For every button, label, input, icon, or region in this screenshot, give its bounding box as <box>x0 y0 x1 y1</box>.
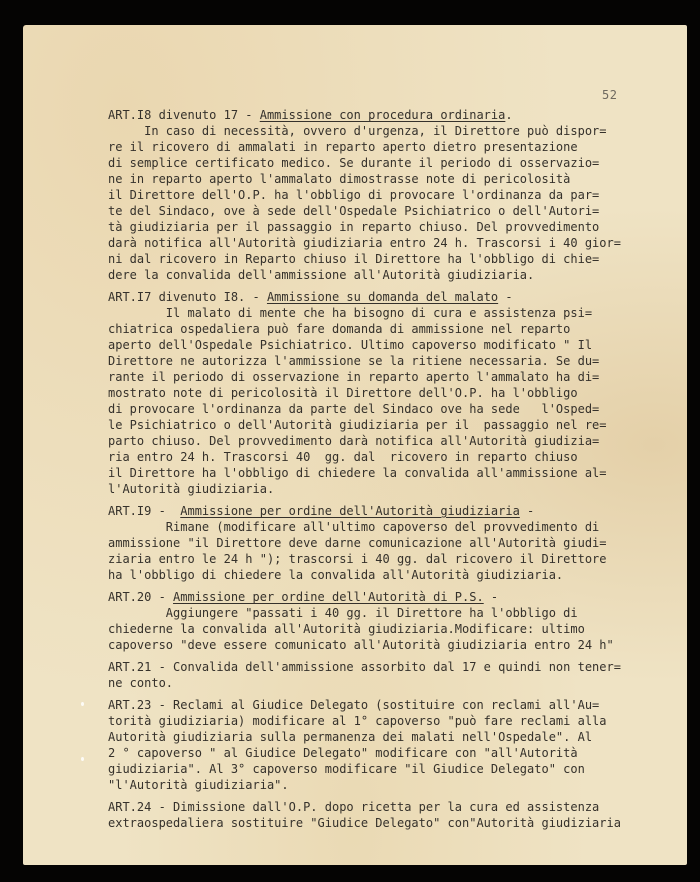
text-line: ne conto. <box>108 676 174 690</box>
text-line: rante il periodo di osservazione in reparto aperto l'ammalato ha di= <box>108 370 600 384</box>
article-19 <box>108 503 688 583</box>
text-line: ziaria entro le 24 h "); trascorsi i 40 gg. dal ricovero il Direttore <box>108 552 607 566</box>
text-line: il Direttore dell'O.P. ha l'obbligo di provocare l'ordinanza da par= <box>108 188 600 202</box>
article-17 <box>108 289 688 497</box>
article-number: ART.I8 divenuto 17 - <box>108 108 260 122</box>
heading-suffix: - <box>483 590 499 604</box>
text-line: giudiziaria". Al 3° capoverso modificare "il Giudice Delegato" con <box>108 762 585 776</box>
text-line: Direttore ne autorizza l'ammissione se la ritiene necessaria. Se du= <box>108 354 600 368</box>
text-line: darà notifica all'Autorità giudiziaria entro 24 h. Trascorsi i 40 gior= <box>108 236 621 250</box>
text-line: Rimane (modificare all'ultimo capoverso del provvedimento di <box>108 520 600 534</box>
article-18 <box>108 107 688 283</box>
heading-suffix: . <box>505 108 513 122</box>
page-number: 52 <box>602 88 618 102</box>
article-number: ART.I7 divenuto I8. - <box>108 290 267 304</box>
article-heading: ART.23 - Reclami al Giudice Delegato (sostituire con reclami all'Au= <box>108 698 600 712</box>
article-heading <box>108 107 688 123</box>
article-heading <box>108 289 688 305</box>
text-line: Il malato di mente che ha bisogno di cura e assistenza psi= <box>108 306 593 320</box>
article-21 <box>108 659 688 691</box>
article-title: Ammissione su domanda del malato <box>266 290 499 304</box>
text-line: extraospedaliera sostituire "Giudice Delegato" con"Autorità giudiziaria <box>108 816 621 830</box>
document-body <box>108 107 688 837</box>
text-line: capoverso "deve essere comunicato all'Autorità giudiziaria entro 24 h" <box>108 638 614 652</box>
article-23 <box>108 697 688 793</box>
article-number: ART.I9 - <box>108 504 181 518</box>
text-line: le Psichiatrico o dell'Autorità giudiziaria per il passaggio nel re= <box>108 418 607 432</box>
text-line: dere la convalida dell'ammissione all'Autorità giudiziaria. <box>108 268 535 282</box>
article-title: Ammissione per ordine dell'Autorità giudiziaria <box>180 504 520 518</box>
article-heading <box>108 589 688 605</box>
text-line: 2 ° capoverso " al Giudice Delegato" modificare con "all'Autorità <box>108 746 578 760</box>
text-line: chiatrica ospedaliera può fare domanda di ammissione nel reparto <box>108 322 571 336</box>
article-title: Ammissione per ordine dell'Autorità di P.S. <box>173 590 484 604</box>
text-line: ha l'obbligo di chiedere la convalida all'Autorità giudiziaria. <box>108 568 564 582</box>
paper-blemish <box>81 757 84 761</box>
text-line: mostrato note di pericolosità il Direttore dell'O.P. ha l'obbligo <box>108 386 578 400</box>
article-title: Ammissione con procedura ordinaria <box>259 108 506 122</box>
text-line: il Direttore ha l'obbligo di chiedere la convalida all'ammissione al= <box>108 466 607 480</box>
text-line: re il ricovero di ammalati in reparto aperto dietro presentazione <box>108 140 578 154</box>
heading-suffix: - <box>498 290 513 304</box>
text-line: di provocare l'ordinanza da parte del Sindaco ove ha sede l'Osped= <box>108 402 600 416</box>
text-line: l'Autorità giudiziaria. <box>108 482 275 496</box>
text-line: Aggiungere "passati i 40 gg. il Direttore ha l'obbligo di <box>108 606 578 620</box>
text-line: ria entro 24 h. Trascorsi 40 gg. dal ricovero in reparto chiuso <box>108 450 578 464</box>
article-number: ART.20 - <box>108 590 174 604</box>
text-line: te del Sindaco, ove à sede dell'Ospedale Psichiatrico o dell'Autori= <box>108 204 600 218</box>
heading-suffix: - <box>519 504 535 518</box>
text-line: parto chiuso. Del provvedimento darà notifica all'Autorità giudizia= <box>108 434 600 448</box>
text-line: ne in reparto aperto l'ammalato dimostrasse note di pericolosità <box>108 172 571 186</box>
text-line: ammissione "il Direttore deve darne comunicazione all'Autorità giudi= <box>108 536 607 550</box>
paper-blemish <box>81 702 84 706</box>
text-line: Autorità giudiziaria sulla permanenza dei malati nell'Ospedale". Al <box>108 730 593 744</box>
text-line: chiederne la convalida all'Autorità giudiziaria.Modificare: ultimo <box>108 622 585 636</box>
text-line: tà giudiziaria per il passaggio in reparto chiuso. Del provvedimento <box>108 220 600 234</box>
text-line: di semplice certificato medico. Se durante il periodo di osservazio= <box>108 156 600 170</box>
article-24 <box>108 799 688 831</box>
text-line: "l'Autorità giudiziaria". <box>108 778 289 792</box>
text-line: In caso di necessità, ovvero d'urgenza, il Direttore può dispor= <box>108 124 607 138</box>
text-line: ni dal ricovero in Reparto chiuso il Direttore ha l'obbligo di chie= <box>108 252 600 266</box>
text-line: torità giudiziaria) modificare al 1° capoverso "può fare reclami alla <box>108 714 607 728</box>
article-heading <box>108 503 688 519</box>
article-heading: ART.24 - Dimissione dall'O.P. dopo ricetta per la cura ed assistenza <box>108 800 600 814</box>
article-20 <box>108 589 688 653</box>
article-heading: ART.21 - Convalida dell'ammissione assorbito dal 17 e quindi non tener= <box>108 660 621 674</box>
text-line: aperto dell'Ospedale Psichiatrico. Ultimo capoverso modificato " Il <box>108 338 593 352</box>
